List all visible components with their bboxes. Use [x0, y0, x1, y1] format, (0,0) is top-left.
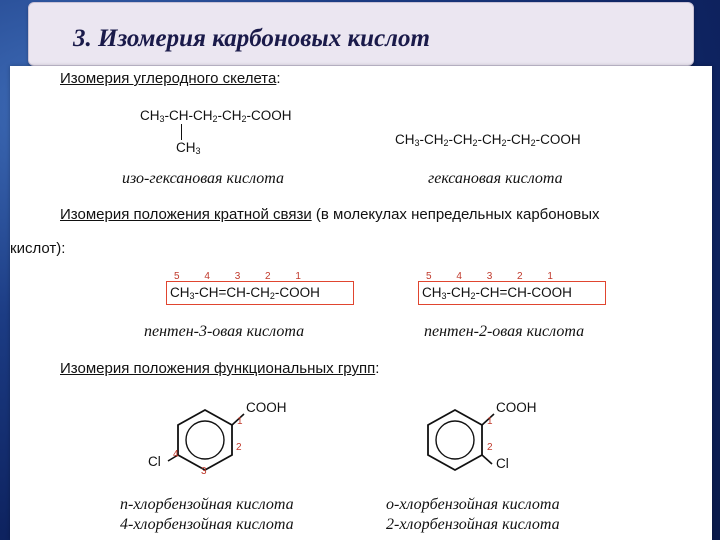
- slide-title-bar: [28, 2, 694, 66]
- ring-num-ortho-2: 2: [487, 442, 493, 453]
- caption-pentenoic-2: пентен-2-овая кислота: [424, 323, 585, 340]
- iso-branch-methyl: $CH_3$: [176, 140, 201, 156]
- caption-iso-hexanoic: изо-гексановая кислота: [122, 170, 284, 187]
- section1-heading: Изомерия углеродного скелета:: [60, 70, 281, 87]
- section2-heading: Изомерия положения кратной связи (в молекулах непредельных карбоновых: [60, 206, 600, 223]
- caption-ortho-1: о-хлорбензойная кислота: [386, 496, 560, 513]
- caption-ortho-2: 2-хлорбензойная кислота: [386, 516, 560, 533]
- ring-num-3: 3: [201, 466, 207, 477]
- caption-hexanoic: гексановая кислота: [428, 170, 563, 187]
- numbering-right: 5 4 3 2 1: [426, 271, 553, 282]
- pentenoic-3-formula: $CH_3-CH=CH-CH_2$-COOH: [170, 285, 320, 301]
- caption-para-2: 4-хлорбензойная кислота: [120, 516, 294, 533]
- slide-title: 3. Изомерия карбоновых кислот: [73, 25, 430, 52]
- cooh-para: COOH: [246, 400, 287, 415]
- ring-num-1: 1: [237, 416, 243, 427]
- iso-hexanoic-formula: $CH_3-CH-CH_2-CH_2$-COOH: [140, 108, 292, 124]
- numbering-left: 5 4 3 2 1: [174, 271, 301, 282]
- ring-num-ortho-1: 1: [487, 416, 493, 427]
- ring-num-2: 2: [236, 442, 242, 453]
- ring-num-4: 4: [173, 449, 179, 460]
- cooh-ortho: COOH: [496, 400, 537, 415]
- branch-bond: [181, 124, 182, 140]
- caption-pentenoic-3: пентен-3-овая кислота: [144, 323, 305, 340]
- hexanoic-formula: $CH_3-CH_2-CH_2-CH_2-CH_2$-COOH: [395, 132, 581, 148]
- section2-heading-line2: кислот):: [10, 240, 66, 257]
- caption-para-1: п-хлорбензойная кислота: [120, 496, 294, 513]
- cl-para: Cl: [148, 454, 161, 469]
- cl-ortho: Cl: [496, 456, 509, 471]
- content-panel: [10, 66, 712, 540]
- section3-heading: Изомерия положения функциональных групп:: [60, 360, 380, 377]
- pentenoic-2-formula: $CH_3-CH_2-CH=CH$-COOH: [422, 285, 572, 301]
